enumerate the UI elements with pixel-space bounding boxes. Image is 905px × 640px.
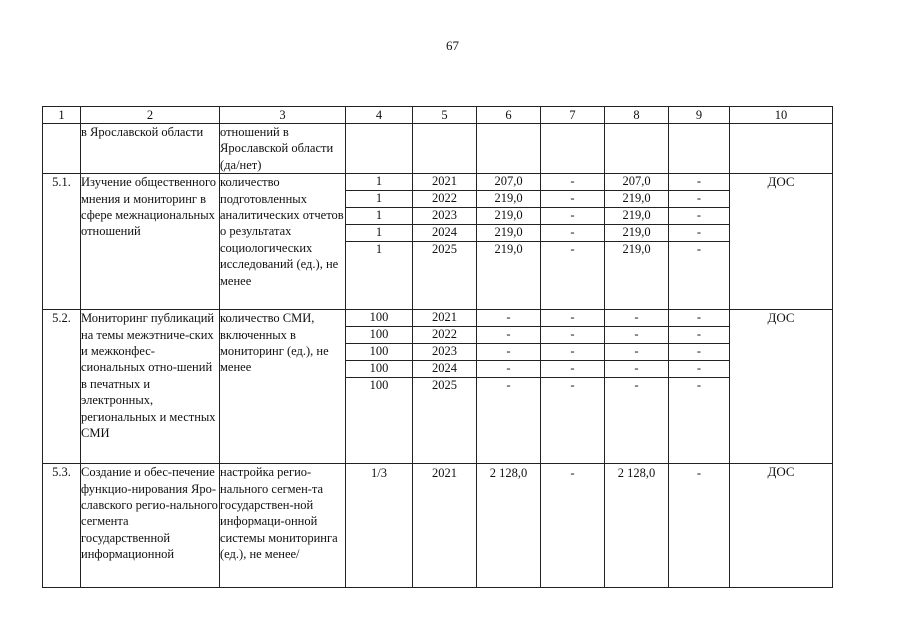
value-cell: 100 bbox=[346, 310, 412, 327]
continuation-indicator: отношений в Ярославской области (да/нет) bbox=[220, 124, 346, 174]
value-cell: 1 bbox=[375, 242, 383, 257]
value-cell: 1 bbox=[346, 225, 412, 242]
value-cell: 207,0 bbox=[605, 174, 668, 191]
value-cell: 219,0 bbox=[605, 225, 668, 242]
value-cell: - bbox=[541, 208, 604, 225]
measure-name: Мониторинг публикаций на темы межэтниче-ских и межконфес-сиональных отно-шений в печатных и электронных, региональных и местных СМИ bbox=[81, 310, 220, 464]
header-cell: 3 bbox=[220, 107, 346, 124]
value-cell: 2 128,0 bbox=[617, 466, 656, 481]
value-cell: - bbox=[605, 344, 668, 361]
value-cell: 2021 bbox=[432, 466, 457, 481]
measure-row bbox=[43, 174, 833, 310]
value-cell: - bbox=[669, 208, 729, 225]
value-cell: - bbox=[477, 361, 540, 378]
value-cell: - bbox=[541, 191, 604, 208]
header-cell: 6 bbox=[477, 107, 541, 124]
value-cell: - bbox=[669, 225, 729, 242]
value-cell: - bbox=[541, 310, 604, 327]
header-cell: 1 bbox=[43, 107, 81, 124]
value-cell: - bbox=[541, 174, 604, 191]
value-cell: - bbox=[605, 361, 668, 378]
year-values-c6 bbox=[477, 310, 541, 464]
value-cell: - bbox=[696, 242, 702, 257]
value-cell: - bbox=[669, 174, 729, 191]
header-cell: 8 bbox=[605, 107, 669, 124]
year-values-c4 bbox=[346, 174, 413, 310]
measure-indicator: настройка регио-нального сегмен-та государствен-ной информаци-онной системы мониторинга (ед.), не менее/ bbox=[220, 464, 346, 588]
value-cell: 219,0 bbox=[477, 225, 540, 242]
value-cell: 1 bbox=[346, 191, 412, 208]
value-cell: - bbox=[669, 344, 729, 361]
value-cell: - bbox=[570, 242, 575, 257]
measure-name: Изучение общественного мнения и мониторинг в сфере межнациональных отношений bbox=[81, 174, 220, 310]
value-cell: 219,0 bbox=[477, 191, 540, 208]
value-cell: 2 128,0 bbox=[489, 466, 528, 481]
year-values-c8 bbox=[605, 310, 669, 464]
page-number: 67 bbox=[446, 38, 459, 53]
value-cell: 207,0 bbox=[477, 174, 540, 191]
year-values-c9 bbox=[669, 464, 730, 588]
continuation-row bbox=[43, 124, 833, 174]
value-cell: - bbox=[541, 327, 604, 344]
value-cell: - bbox=[541, 225, 604, 242]
year-values-c4 bbox=[346, 310, 413, 464]
year-values-c7 bbox=[541, 174, 605, 310]
value-cell: - bbox=[477, 327, 540, 344]
value-cell: - bbox=[541, 361, 604, 378]
value-cell: - bbox=[696, 466, 702, 481]
value-cell: - bbox=[605, 310, 668, 327]
year-values-c6 bbox=[477, 464, 541, 588]
value-cell: 2022 bbox=[413, 191, 476, 208]
measure-number: 5.1. bbox=[43, 174, 81, 310]
value-cell: 2021 bbox=[413, 310, 476, 327]
value-cell: 2024 bbox=[413, 225, 476, 242]
value-cell: 219,0 bbox=[605, 191, 668, 208]
year-values-c8 bbox=[605, 464, 669, 588]
value-cell: 100 bbox=[346, 361, 412, 378]
source-cell: ДОС bbox=[730, 310, 833, 464]
measure-row bbox=[43, 464, 833, 588]
value-cell: - bbox=[477, 310, 540, 327]
header-row bbox=[43, 107, 833, 124]
value-cell: 2025 bbox=[432, 378, 457, 393]
value-cell: - bbox=[541, 344, 604, 361]
year-values-c9 bbox=[669, 174, 730, 310]
measure-row bbox=[43, 310, 833, 464]
header-cell: 2 bbox=[81, 107, 220, 124]
value-cell: 100 bbox=[346, 344, 412, 361]
source-cell: ДОС bbox=[730, 174, 833, 310]
value-cell: 2025 bbox=[432, 242, 457, 257]
value-cell: 219,0 bbox=[605, 208, 668, 225]
header-cell: 4 bbox=[346, 107, 413, 124]
header-cell: 9 bbox=[669, 107, 730, 124]
value-cell: 1 bbox=[346, 208, 412, 225]
header-cell: 10 bbox=[730, 107, 833, 124]
value-cell: - bbox=[669, 191, 729, 208]
measure-indicator: количество подготовленных аналитических отчетов о результатах социологических исследований (ед.), не менее bbox=[220, 174, 346, 310]
program-table bbox=[42, 106, 833, 588]
year-values-c8 bbox=[605, 174, 669, 310]
value-cell: 2023 bbox=[413, 208, 476, 225]
value-cell: 1/3 bbox=[371, 466, 387, 481]
year-values-c4 bbox=[346, 464, 413, 588]
header-cell: 7 bbox=[541, 107, 605, 124]
value-cell: - bbox=[506, 378, 511, 393]
value-cell: 219,0 bbox=[477, 208, 540, 225]
value-cell: - bbox=[669, 327, 729, 344]
value-cell: 219,0 bbox=[622, 242, 651, 257]
value-cell: 219,0 bbox=[494, 242, 523, 257]
year-values-c6 bbox=[477, 174, 541, 310]
continuation-name: в Ярославской области bbox=[81, 124, 220, 174]
value-cell: 2022 bbox=[413, 327, 476, 344]
value-cell: - bbox=[570, 378, 575, 393]
year-values-c5 bbox=[413, 464, 477, 588]
value-cell: - bbox=[570, 466, 575, 481]
value-cell: 100 bbox=[369, 378, 389, 393]
value-cell: 100 bbox=[346, 327, 412, 344]
year-values-c7 bbox=[541, 310, 605, 464]
measure-number: 5.2. bbox=[43, 310, 81, 464]
year-values-c5 bbox=[413, 174, 477, 310]
value-cell: 1 bbox=[346, 174, 412, 191]
value-cell: - bbox=[669, 361, 729, 378]
year-values-c9 bbox=[669, 310, 730, 464]
value-cell: - bbox=[477, 344, 540, 361]
value-cell: - bbox=[634, 378, 639, 393]
source-cell: ДОС bbox=[730, 464, 833, 588]
value-cell: - bbox=[696, 378, 702, 393]
value-cell: 2023 bbox=[413, 344, 476, 361]
value-cell: 2021 bbox=[413, 174, 476, 191]
year-values-c5 bbox=[413, 310, 477, 464]
measure-name: Создание и обес-печение функцио-нирования Яро-славского регио-нального сегмента государственной информационной bbox=[81, 464, 220, 588]
measure-number: 5.3. bbox=[43, 464, 81, 588]
value-cell: - bbox=[605, 327, 668, 344]
header-cell: 5 bbox=[413, 107, 477, 124]
measure-indicator: количество СМИ, включенных в мониторинг (ед.), не менее bbox=[220, 310, 346, 464]
year-values-c7 bbox=[541, 464, 605, 588]
value-cell: 2024 bbox=[413, 361, 476, 378]
value-cell: - bbox=[669, 310, 729, 327]
